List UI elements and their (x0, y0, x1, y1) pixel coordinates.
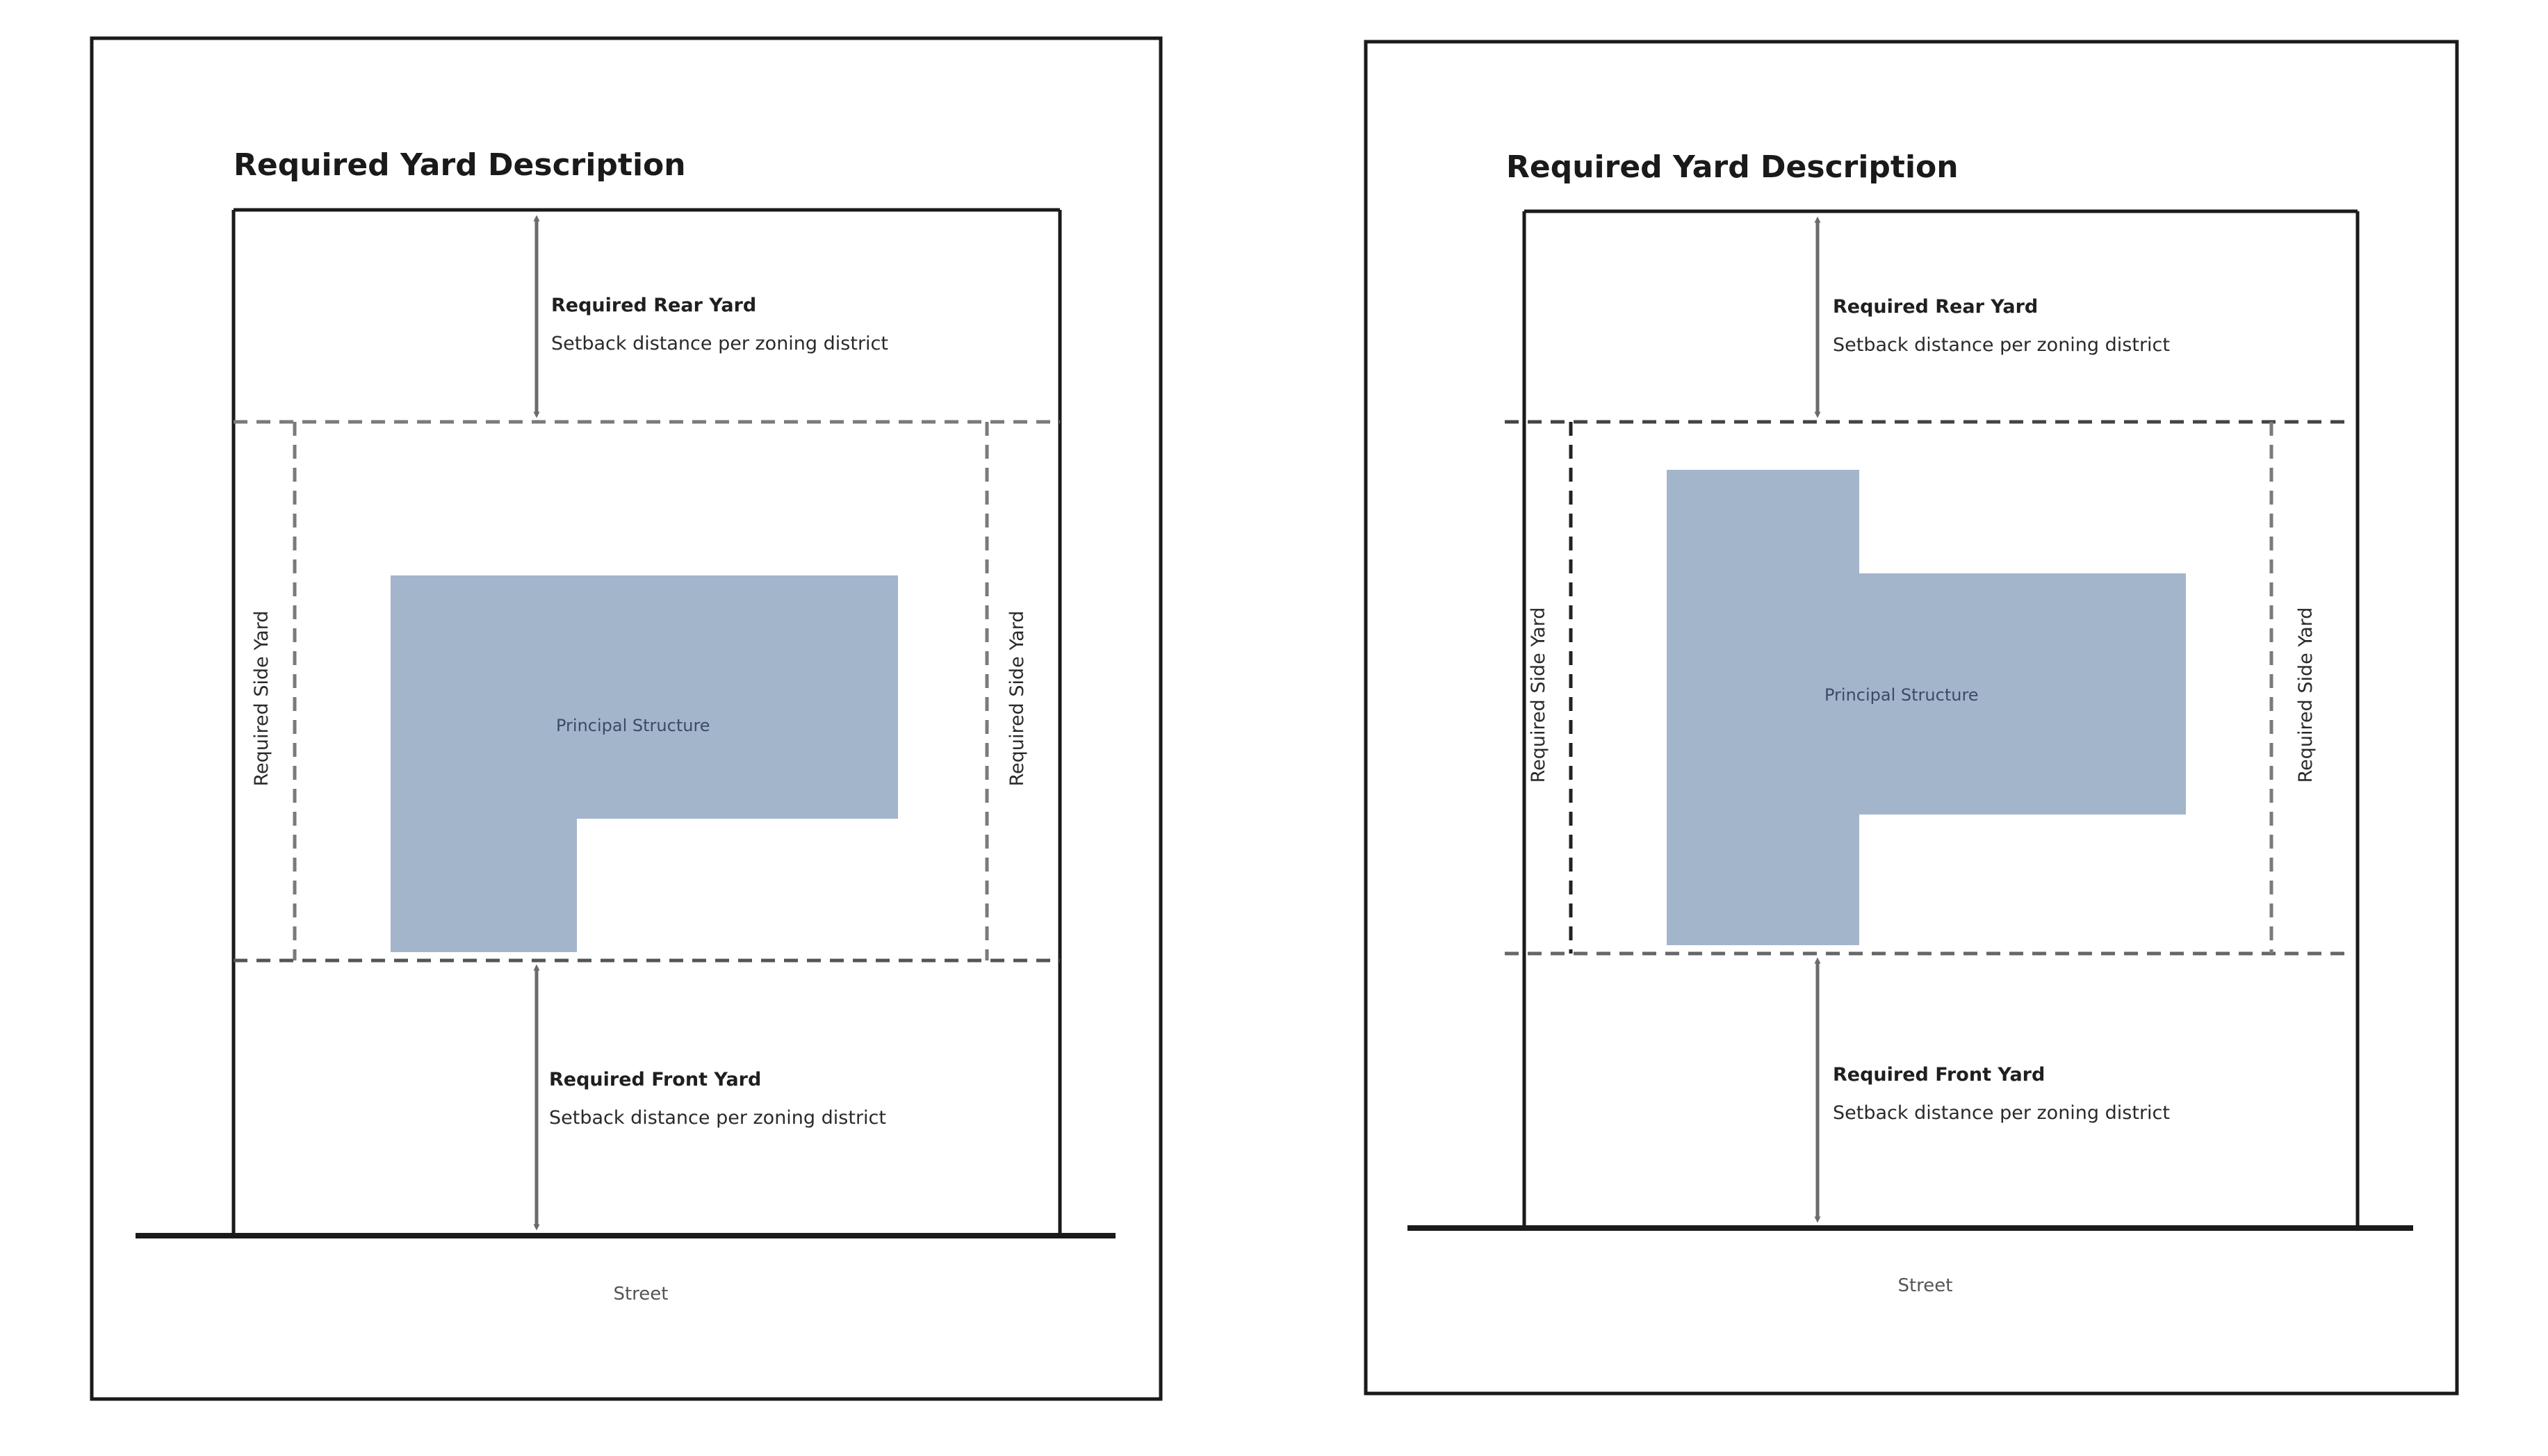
side-yard-left-label: Required Side Yard (251, 610, 272, 787)
rear-yard-note: Setback distance per zoning district (551, 333, 888, 354)
principal-structure (1667, 470, 2186, 945)
rear-yard-label: Required Rear Yard (551, 295, 757, 316)
front-yard-note: Setback distance per zoning district (1833, 1102, 2170, 1124)
rear-yard-note: Setback distance per zoning district (1833, 334, 2170, 356)
front-yard-label: Required Front Yard (1833, 1064, 2045, 1086)
panel-left (92, 38, 1161, 1399)
side-yard-right-label: Required Side Yard (1006, 610, 1028, 787)
side-yard-left-label: Required Side Yard (1528, 607, 1549, 783)
structure-label: Principal Structure (556, 716, 710, 735)
diagram-title: Required Yard Description (234, 147, 686, 183)
structure-label: Principal Structure (1824, 685, 1979, 705)
rear-yard-label: Required Rear Yard (1833, 296, 2039, 318)
front-yard-note: Setback distance per zoning district (549, 1107, 886, 1129)
diagram-title: Required Yard Description (1506, 149, 1959, 185)
principal-structure (391, 575, 898, 952)
panel-right (1366, 42, 2457, 1393)
street-label: Street (613, 1284, 669, 1304)
front-yard-label: Required Front Yard (549, 1069, 762, 1090)
street-label: Street (1897, 1275, 1953, 1296)
side-yard-right-label: Required Side Yard (2295, 607, 2317, 783)
